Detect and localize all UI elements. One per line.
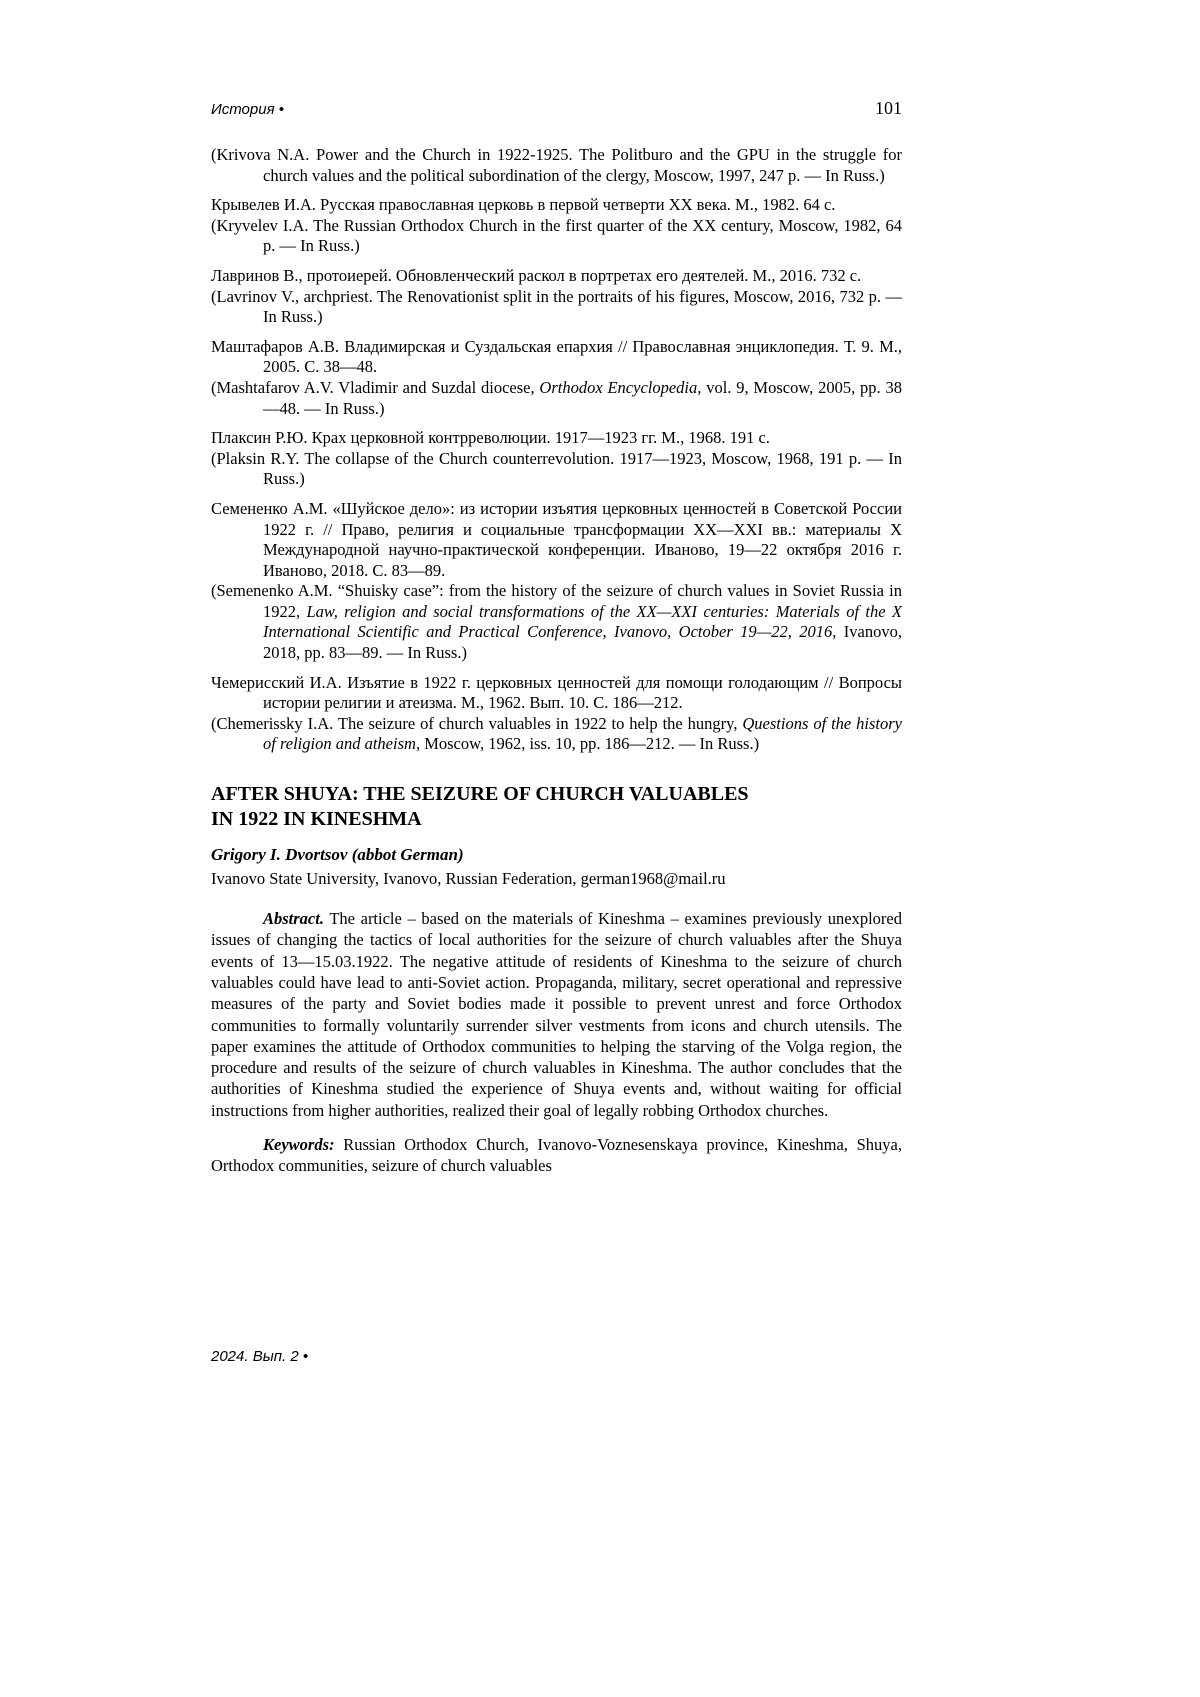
reference-text: Лавринов В., протоиерей. Обновленческий раскол в портретах его деятелей. М., 2016. 732 с. — [211, 265, 862, 285]
journal-page — [211, 98, 902, 1365]
reference-text: (Semenenko A.M. “Shuisky case”: from the history of the seizure of church values in Soviet Russia in 1922, — [211, 581, 902, 621]
reference-paragraph — [211, 714, 902, 755]
reference-paragraph — [211, 428, 902, 449]
reference-text: Крывелев И.А. Русская православная церковь в первой четверти XX века. М., 1982. 64 с. — [211, 195, 836, 215]
abstract-label: Abstract. — [263, 909, 324, 929]
reference-text: (Mashtafarov A.V. Vladimir and Suzdal diocese, — [211, 377, 540, 397]
article-abstract — [211, 908, 902, 1121]
reference-paragraph — [211, 449, 902, 490]
reference-paragraph — [211, 337, 902, 378]
reference-text: (Lavrinov V., archpriest. The Renovationist split in the portraits of his figures, Moscow, 2016, 732 p. — In Russ.) — [211, 286, 902, 327]
article-author: Grigory I. Dvortsov (abbot German) — [211, 845, 464, 865]
reference-text: , Moscow, 1962, iss. 10, pp. 186—212. — In Russ.) — [415, 734, 760, 754]
reference-text: , Ivanovo, 2018, pp. 83—89. — In Russ.) — [263, 622, 902, 663]
reference-text: (Kryvelev I.A. The Russian Orthodox Church in the first quarter of the XX century, Moscow, 1982, 64 p. — In Russ.) — [211, 215, 902, 256]
reference-text: , vol. 9, Moscow, 2005, pp. 38—48. — In Russ.) — [263, 377, 902, 418]
reference-entry — [211, 428, 902, 490]
reference-text: (Krivova N.A. Power and the Church in 1922-1925. The Politburo and the GPU in the struggle for church values and the political subordination of the clergy, Moscow, 1997, 247 p. — In Russ.) — [211, 145, 902, 185]
reference-paragraph — [211, 216, 902, 257]
article-title-line: IN 1922 IN KINESHMA — [211, 808, 422, 831]
reference-paragraph — [211, 145, 902, 186]
article-keywords — [211, 1134, 902, 1177]
running-footer: 2024. Вып. 2 • — [211, 1348, 309, 1365]
reference-paragraph — [211, 673, 902, 714]
reference-paragraph — [211, 195, 902, 216]
article-title-line: AFTER SHUYA: THE SEIZURE OF CHURCH VALUABLES — [211, 783, 749, 806]
section-title: История • — [211, 101, 285, 118]
reference-text: Маштафаров А.В. Владимирская и Суздальская епархия // Православная энциклопедия. Т. 9. М., 2005. С. 38—48. — [211, 336, 902, 377]
article-affiliation: Ivanovo State University, Ivanovo, Russian Federation, german1968@mail.ru — [211, 869, 726, 889]
keywords-text: Russian Orthodox Church, Ivanovo-Voznesenskaya province, Kineshma, Shuya, Orthodox communities, seizure of church valuables — [211, 1135, 902, 1176]
reference-entry — [211, 145, 902, 186]
references-list — [211, 145, 902, 755]
reference-text: (Plaksin R.Y. The collapse of the Church counterrevolution. 1917—1923, Moscow, 1968, 191 p. — In Russ.) — [211, 448, 902, 489]
page-number: 101 — [875, 98, 902, 118]
abstract-text: The article – based on the materials of Kineshma – examines previously unexplored issues of changing the tactics of local authorities for the seizure of church valuables after the Shuya events of 13—15.03.1922. The negative attitude of residents of Kineshma to the seizure of church valuables could have lead to anti-Soviet action. Propaganda, military, secret operational and repressive measures of the party and Soviet bodies made it possible to prevent unrest and force Orthodox communities to formally voluntarily surrender silver vestments from icons and church utensils. The paper examines the attitude of Orthodox communities to helping the starving of the Volga region, the procedure and results of the seizure of church valuables in Kineshma. The author concludes that the authorities of Kineshma studied the experience of Shuya events and, without waiting for official instructions from higher authorities, realized their goal of legally robbing Orthodox churches. — [211, 909, 902, 1120]
reference-paragraph — [211, 581, 902, 663]
reference-paragraph — [211, 266, 902, 287]
article-title — [211, 782, 902, 832]
reference-text: Чемерисский И.А. Изъятие в 1922 г. церковных ценностей для помощи голодающим // Вопросы истории религии и атеизма. М., 1962. Вып. 10. С. 186—212. — [211, 672, 902, 713]
keywords-label: Keywords: — [263, 1135, 335, 1154]
reference-title-italic: Orthodox Encyclopedia — [539, 377, 698, 397]
reference-text: Семененко А.М. «Шуйское дело»: из истории изъятия церковных ценностей в Советской России 1922 г. // Право, религия и социальные трансформации XX—XXI вв.: материалы X Международной научно-практической конференции. Иваново, 19—22 октября 2016 г. Иваново, 2018. С. 83—89. — [211, 498, 902, 580]
reference-entry — [211, 499, 902, 664]
reference-text: (Chemerissky I.A. The seizure of church valuables in 1922 to help the hungry, — [211, 713, 743, 733]
reference-paragraph — [211, 287, 902, 328]
reference-paragraph — [211, 378, 902, 419]
running-header — [211, 98, 902, 119]
reference-paragraph — [211, 499, 902, 581]
reference-title-italic: Law, religion and social transformations of the XX—XXI centuries: Materials of the X International Scientific and Practical Conference, Ivanovo, October 19—22, 2016 — [263, 601, 902, 642]
reference-entry — [211, 673, 902, 755]
reference-entry — [211, 195, 902, 257]
reference-entry — [211, 337, 902, 419]
reference-entry — [211, 266, 902, 328]
reference-text: Плаксин Р.Ю. Крах церковной контрреволюции. 1917—1923 гг. М., 1968. 191 с. — [211, 428, 770, 448]
reference-title-italic: Questions of the history of religion and atheism — [263, 713, 902, 754]
